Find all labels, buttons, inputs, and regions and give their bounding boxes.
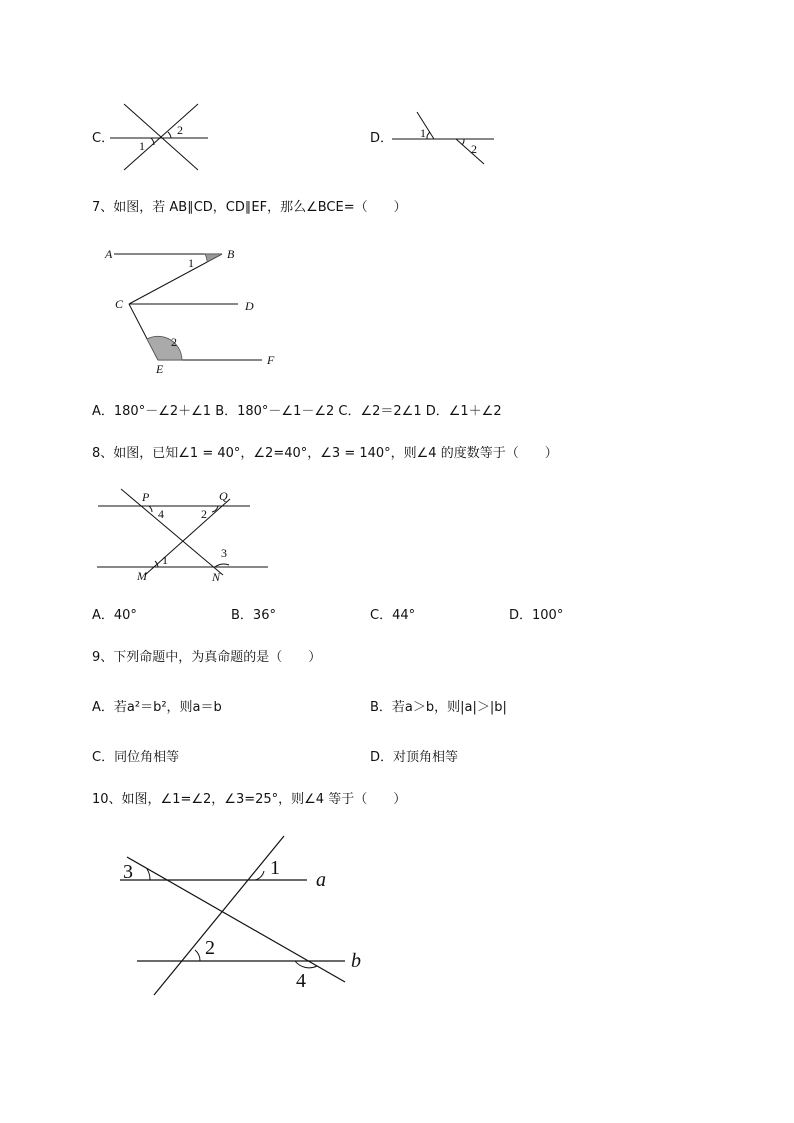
q10-line-b-label: b bbox=[351, 950, 361, 972]
q6-option-c-label: C． bbox=[92, 131, 115, 146]
q9-option-d: D．对顶角相等 bbox=[370, 750, 459, 765]
q6-option-d-figure bbox=[390, 108, 500, 170]
q10-stem: 10、如图，∠1=∠2，∠3=25°，则∠4 等于（ ） bbox=[92, 792, 407, 807]
q8-angle-3-label: 3 bbox=[221, 546, 227, 560]
q6d-angle-1-label: 1 bbox=[420, 126, 426, 140]
q8-point-q: Q bbox=[219, 489, 228, 503]
q6d-angle-2-label: 2 bbox=[471, 142, 477, 156]
q8-angle-4-label: 4 bbox=[158, 507, 164, 521]
q8-point-n: N bbox=[212, 570, 221, 584]
q7-point-e: E bbox=[156, 362, 164, 376]
q7-point-b: B bbox=[227, 247, 235, 261]
q8-angle-1-label: 1 bbox=[162, 553, 168, 567]
q8-point-m: M bbox=[137, 569, 147, 583]
q8-option-a: A．40° bbox=[92, 608, 137, 623]
q7-angle-2-label: 2 bbox=[171, 335, 177, 349]
q6-option-c-figure bbox=[110, 100, 210, 175]
q7-point-f: F bbox=[267, 353, 275, 367]
q9-option-a: A．若a²＝b²，则a＝b bbox=[92, 700, 222, 715]
q10-figure bbox=[115, 830, 375, 1005]
q8-option-b: B．36° bbox=[231, 608, 276, 623]
q8-option-d: D．100° bbox=[509, 608, 564, 623]
q6c-angle-1-label: 1 bbox=[139, 139, 145, 153]
q8-point-p: P bbox=[142, 490, 150, 504]
q8-option-c: C．44° bbox=[370, 608, 416, 623]
q8-figure bbox=[95, 485, 275, 585]
q7-angle-1-label: 1 bbox=[188, 256, 194, 270]
q9-option-b: B．若a＞b，则|a|＞|b| bbox=[370, 700, 507, 715]
q7-stem: 7、如图，若 AB∥CD，CD∥EF，那么∠BCE=（ ） bbox=[92, 200, 407, 215]
q7-figure bbox=[100, 240, 290, 380]
q10-angle-4-label: 4 bbox=[296, 970, 306, 992]
q6c-angle-2-label: 2 bbox=[177, 123, 183, 137]
q10-angle-1-label: 1 bbox=[270, 857, 280, 879]
q7-point-d: D bbox=[245, 299, 254, 313]
q7-options: A．180°－∠2＋∠1 B．180°－∠1－∠2 C．∠2＝2∠1 D．∠1＋∠2 bbox=[92, 404, 502, 419]
q9-option-c: C．同位角相等 bbox=[92, 750, 180, 765]
q10-line-a-label: a bbox=[316, 869, 326, 891]
q8-angle-2-label: 2 bbox=[201, 507, 207, 521]
q7-point-c: C bbox=[115, 297, 124, 311]
q9-stem: 9、下列命题中，为真命题的是（ ） bbox=[92, 650, 322, 665]
q8-stem: 8、如图，已知∠1 = 40°，∠2=40°，∠3 = 140°，则∠4 的度数等于（ ） bbox=[92, 446, 558, 461]
q6-option-d-label: D． bbox=[370, 131, 394, 146]
q10-angle-2-label: 2 bbox=[205, 937, 215, 959]
q10-angle-3-label: 3 bbox=[123, 861, 133, 883]
q7-point-a: A bbox=[105, 247, 113, 261]
